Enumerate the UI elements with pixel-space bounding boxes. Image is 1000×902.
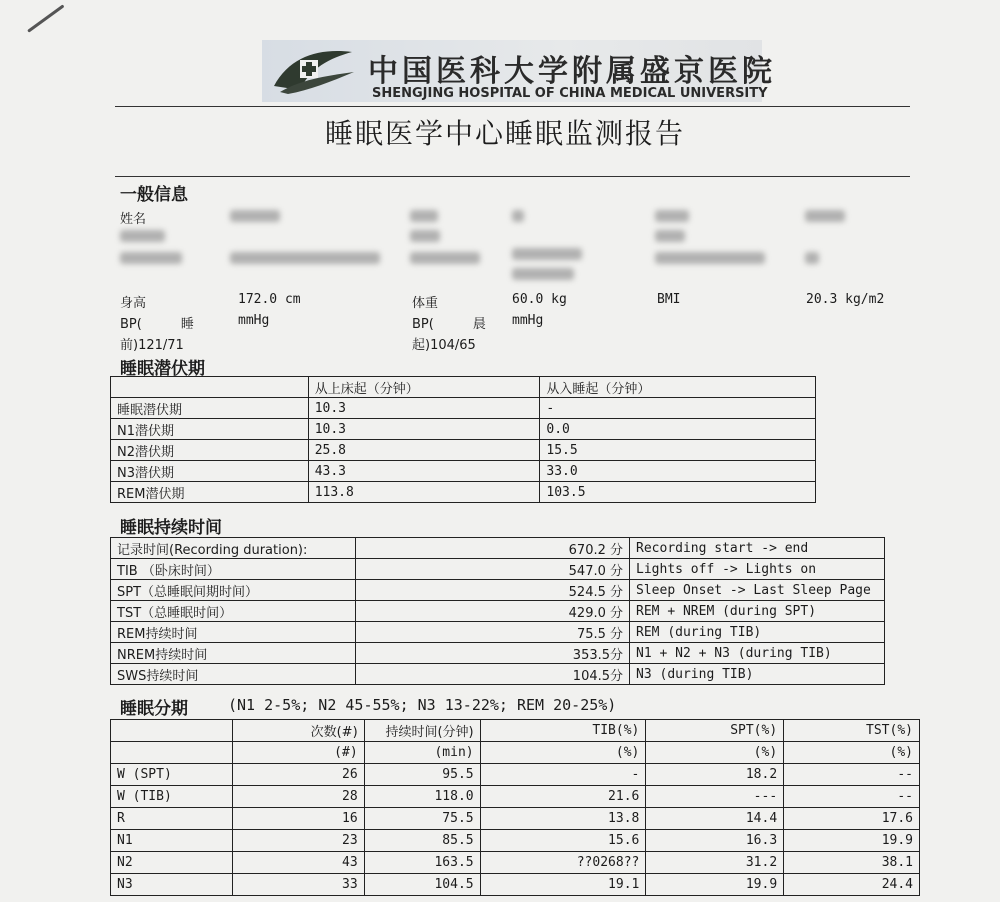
latency-table	[110, 376, 816, 503]
bp-sleep-label: BP( 睡	[120, 317, 194, 332]
table-row: W (TIB) 28 118.0 21.6 --- --	[111, 786, 920, 808]
bmi-label: BMI	[657, 292, 681, 307]
table-row: N2潜伏期 25.8 15.5	[111, 440, 816, 461]
general-section-title: 一般信息	[120, 185, 188, 205]
redacted-field	[512, 268, 574, 280]
table-row: 睡眠潜伏期 10.3 -	[111, 398, 816, 419]
latency-header-row	[111, 377, 816, 398]
header-rule	[115, 106, 910, 107]
duration-table	[110, 537, 885, 685]
table-row: R 16 75.5 13.8 14.4 17.6	[111, 808, 920, 830]
redacted-field	[410, 210, 438, 222]
table-row: NREM持续时间 353.5分 N1 + N2 + N3 (during TIB)	[111, 643, 885, 664]
redacted-field	[120, 252, 182, 264]
hospital-name-cn: 中国医科大学附属盛京医院	[368, 54, 776, 89]
table-row: REM潜伏期 113.8 103.5	[111, 482, 816, 503]
bp-sleep-value: 前)121/71	[120, 338, 184, 353]
duration-section-title: 睡眠持续时间	[120, 518, 222, 538]
redacted-field	[805, 252, 819, 264]
redacted-field	[120, 230, 165, 242]
table-row: N2 43 163.5 ??0268?? 31.2 38.1	[111, 852, 920, 874]
latency-col-from-bed: 从上床起（分钟）	[308, 377, 540, 398]
height-label: 身高	[120, 296, 147, 311]
staging-section-title: 睡眠分期	[120, 699, 188, 719]
redacted-field	[655, 210, 689, 222]
table-row: N1 23 85.5 15.6 16.3 19.9	[111, 830, 920, 852]
title-rule	[115, 176, 910, 177]
table-row: TST（总睡眠时间） 429.0 分 REM + NREM (during SPT)	[111, 601, 885, 622]
name-label: 姓名	[120, 212, 147, 227]
bp-sleep-unit: mmHg	[238, 313, 270, 328]
bp-wake-label: BP( 晨	[412, 317, 486, 332]
staging-table	[110, 719, 920, 896]
staging-normal-ranges: (N1 2-5%; N2 45-55%; N3 13-22%; REM 20-25%)	[228, 696, 617, 714]
redacted-field	[655, 230, 685, 242]
hospital-name-en: SHENGJING HOSPITAL OF CHINA MEDICAL UNIVERSITY	[372, 86, 768, 101]
staging-units-row: (#) (min) (%) (%) (%)	[111, 742, 920, 764]
table-row: N3潜伏期 43.3 33.0	[111, 461, 816, 482]
redacted-field	[410, 230, 440, 242]
redacted-field	[410, 252, 480, 264]
table-row: W (SPT) 26 95.5 - 18.2 --	[111, 764, 920, 786]
hospital-logo-icon	[270, 46, 356, 96]
latency-col-from-sleep: 从入睡起（分钟）	[540, 377, 816, 398]
bp-wake-unit: mmHg	[512, 313, 544, 328]
table-row: REM持续时间 75.5 分 REM (during TIB)	[111, 622, 885, 643]
redacted-field	[805, 210, 845, 222]
bp-wake-value: 起)104/65	[412, 338, 476, 353]
table-row: SPT（总睡眠间期时间） 524.5 分 Sleep Onset -> Last Sleep Page	[111, 580, 885, 601]
report-title: 睡眠医学中心睡眠监测报告	[325, 117, 686, 150]
table-row: TIB （卧床时间） 547.0 分 Lights off -> Lights on	[111, 559, 885, 580]
staging-header-row: 次数(#) 持续时间(分钟) TIB(%) SPT(%) TST(%)	[111, 720, 920, 742]
bmi-value: 20.3 kg/m2	[806, 292, 885, 307]
weight-label: 体重	[412, 296, 439, 311]
redacted-field	[230, 210, 280, 222]
redacted-field	[655, 252, 765, 264]
latency-section-title: 睡眠潜伏期	[120, 359, 205, 379]
table-row: N1潜伏期 10.3 0.0	[111, 419, 816, 440]
weight-value: 60.0 kg	[512, 292, 567, 307]
redacted-field	[512, 248, 582, 260]
height-value: 172.0 cm	[238, 292, 301, 307]
table-row: N3 33 104.5 19.1 19.9 24.4	[111, 874, 920, 896]
table-row: 记录时间(Recording duration): 670.2 分 Recording start -> end	[111, 538, 885, 559]
redacted-field	[512, 210, 524, 222]
table-row: SWS持续时间 104.5分 N3 (during TIB)	[111, 664, 885, 685]
staple-mark	[27, 4, 64, 32]
redacted-field	[230, 252, 380, 264]
